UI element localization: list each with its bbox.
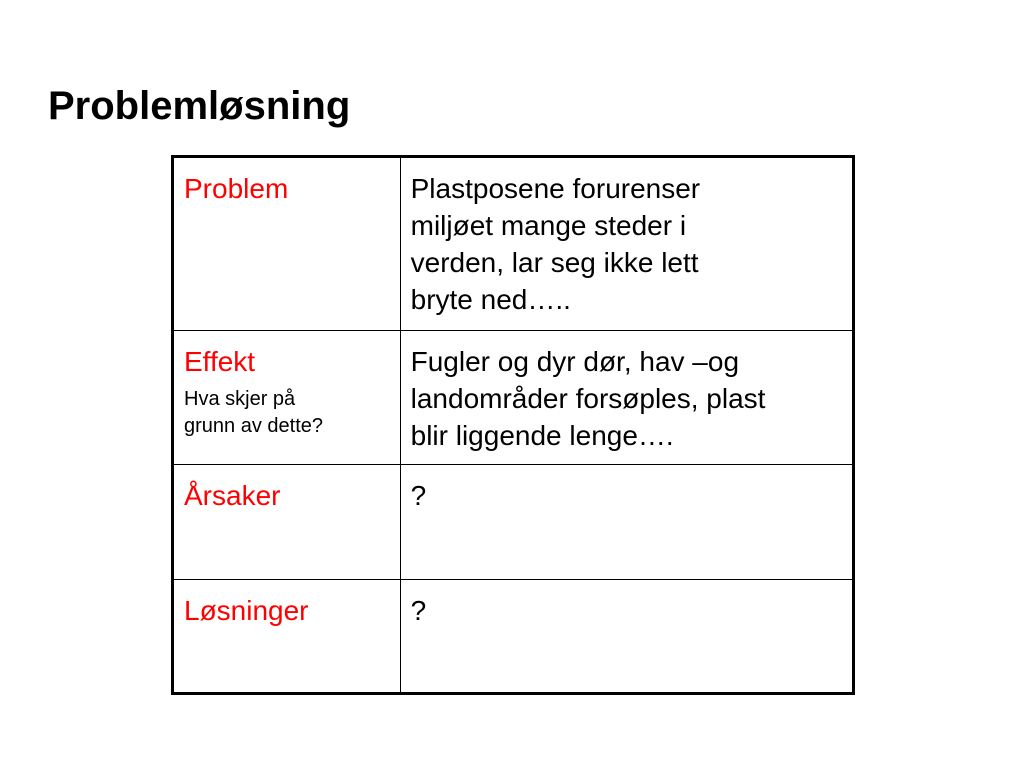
- content-line: miljøet mange steder i: [410, 210, 687, 241]
- row-content-problem: [400, 157, 853, 331]
- content-line: ?: [410, 480, 427, 511]
- row-label-effekt: [173, 331, 401, 465]
- content-line: Plastposene forurenser: [410, 173, 701, 204]
- content-line: Fugler og dyr dør, hav –og: [410, 346, 740, 377]
- content-line: ?: [410, 595, 427, 626]
- row-label-problem: [173, 157, 401, 331]
- slide-title: Problemløsning: [48, 84, 351, 128]
- subtext-line: grunn av dette?: [184, 415, 323, 437]
- table-row-problem: [173, 157, 854, 331]
- row-label-text: Effekt: [184, 346, 256, 377]
- row-label-text: Problem: [184, 173, 289, 204]
- table-row-losninger: [173, 580, 854, 694]
- content-line: blir liggende lenge….: [410, 420, 674, 451]
- content-line: bryte ned…..: [410, 284, 571, 315]
- table-row-arsaker: [173, 465, 854, 580]
- subtext-line: Hva skjer på: [184, 388, 296, 410]
- problem-solving-table: [171, 155, 855, 695]
- row-label-arsaker: [173, 465, 401, 580]
- content-line: verden, lar seg ikke lett: [410, 247, 699, 278]
- table-row-effekt: [173, 331, 854, 465]
- row-content-losninger: [400, 580, 853, 694]
- content-line: landområder forsøples, plast: [410, 383, 766, 414]
- row-label-text: Løsninger: [184, 595, 309, 626]
- row-label-losninger: [173, 580, 401, 694]
- row-label-subtext: [184, 386, 390, 440]
- row-label-text: Årsaker: [184, 480, 281, 511]
- row-content-arsaker: [400, 465, 853, 580]
- row-content-effekt: [400, 331, 853, 465]
